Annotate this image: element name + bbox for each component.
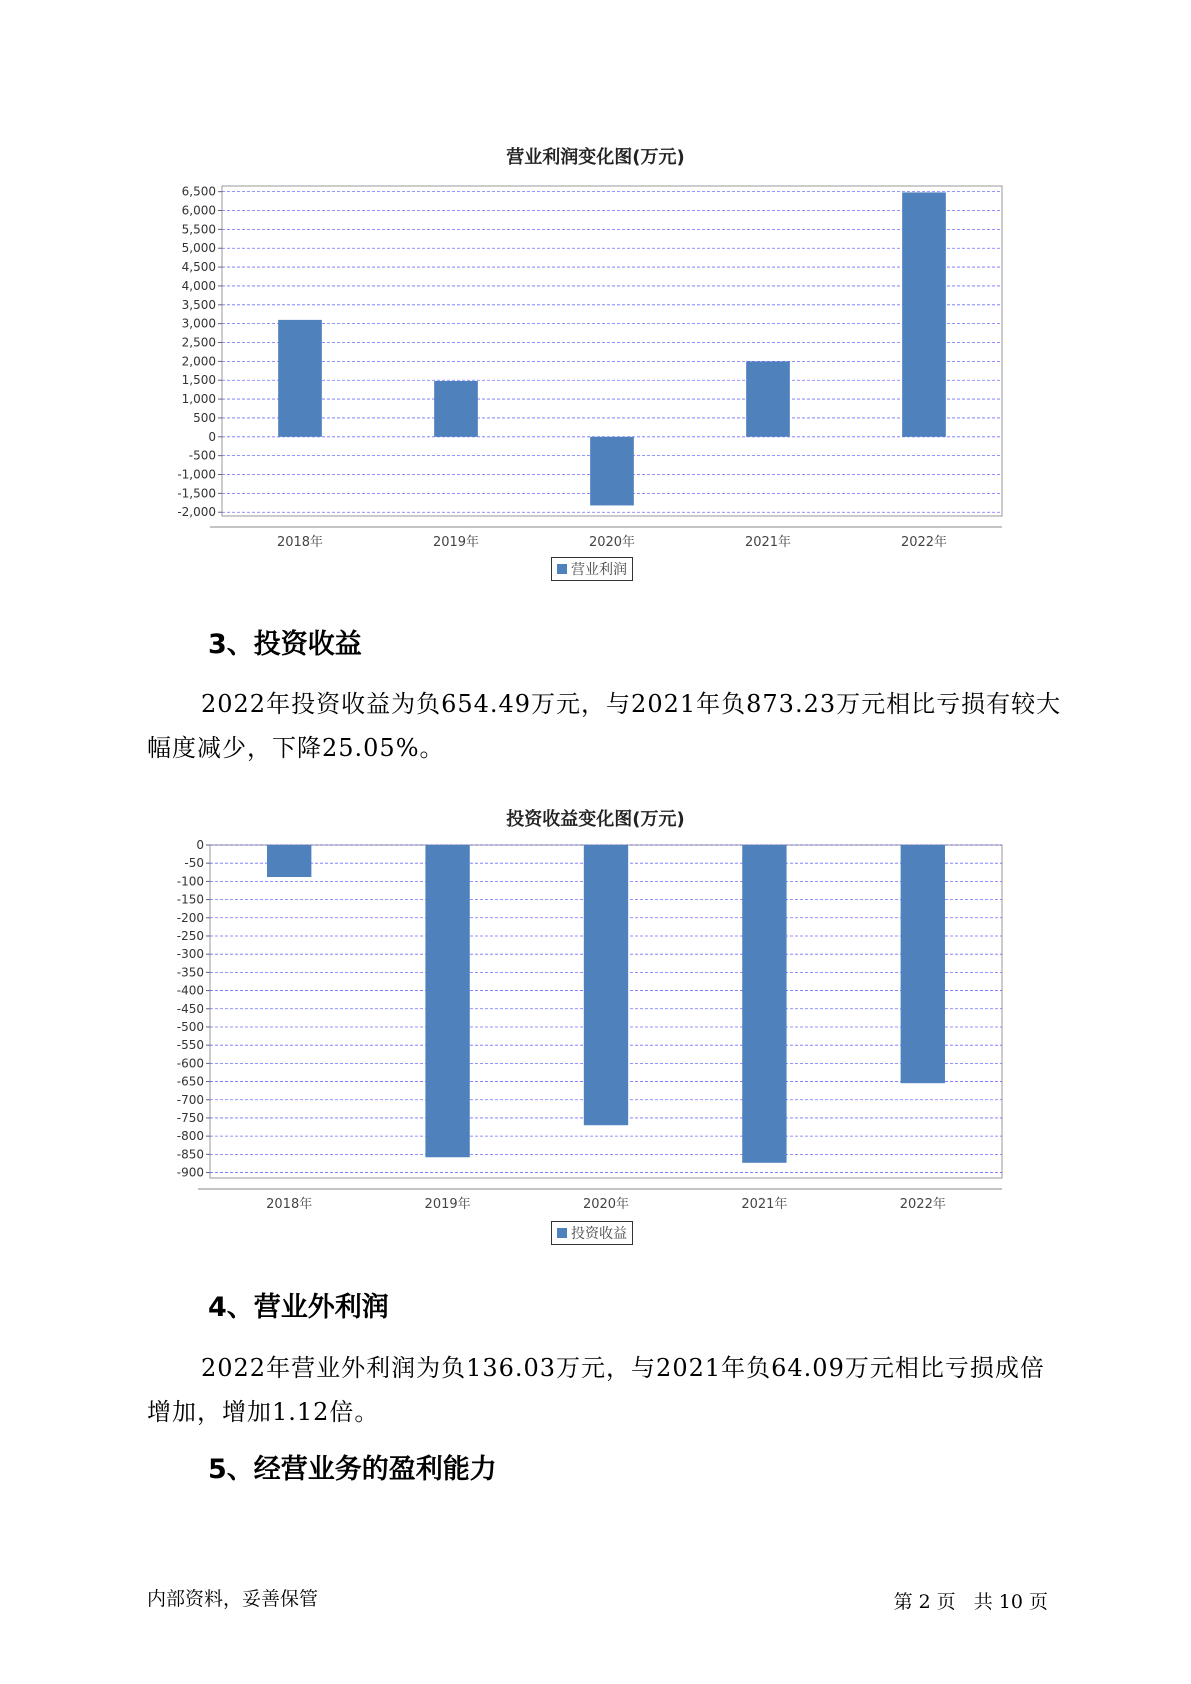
y-tick-label: -150 (176, 892, 204, 907)
y-tick-label: -550 (176, 1038, 204, 1053)
y-tick-label: -600 (176, 1056, 204, 1071)
y-tick-label: 2,000 (181, 354, 216, 369)
x-tick-label: 2021年 (741, 1197, 788, 1212)
y-tick-label: 0 (208, 429, 216, 444)
x-tick-label: 2021年 (744, 535, 792, 550)
y-tick-label: -750 (176, 1110, 204, 1125)
page-prefix: 第 (893, 1591, 913, 1613)
bar (584, 845, 628, 1125)
y-tick-label: -700 (176, 1092, 204, 1107)
y-tick-label: -1,000 (177, 467, 216, 482)
x-tick-label: 2022年 (899, 1197, 946, 1212)
y-tick-label: -100 (176, 874, 204, 889)
y-tick-label: 500 (193, 410, 216, 425)
section-heading-profitability: 5、经营业务的盈利能力 (208, 1454, 497, 1485)
page-total: 10 (998, 1591, 1023, 1613)
x-tick-label: 2020年 (588, 535, 636, 550)
y-tick-label: 2,500 (181, 335, 216, 350)
y-tick-label: 1,500 (181, 373, 216, 388)
legend-swatch (557, 1228, 567, 1238)
chart2-title: 投资收益变化图(万元) (506, 809, 685, 830)
x-tick-label: 2020年 (582, 1197, 630, 1212)
page-unit: 页 (936, 1591, 956, 1613)
y-tick-label: 6,500 (181, 184, 216, 199)
y-tick-label: -2,000 (177, 505, 216, 520)
chart1-legend-label: 营业利润 (571, 562, 627, 578)
footer-page-number (891, 1587, 1051, 1614)
y-tick-label: -1,500 (177, 486, 216, 501)
y-tick-label: -50 (184, 856, 204, 871)
chart1-title: 营业利润变化图(万元) (506, 147, 685, 168)
x-tick-label: 2019年 (432, 535, 480, 550)
x-tick-label: 2018年 (266, 1197, 313, 1212)
y-tick-label: -650 (176, 1074, 204, 1089)
y-tick-label: -900 (176, 1165, 204, 1180)
section-heading-investment: 3、投资收益 (208, 629, 362, 660)
y-tick-label: -450 (176, 1001, 204, 1016)
investment-paragraph: 2022年投资收益为负654.49万元，与2021年负873.23万元相比亏损有较大幅度减少，下降25.05%。 (147, 690, 1062, 762)
y-tick-label: -500 (188, 448, 216, 463)
y-tick-label: -350 (176, 965, 204, 980)
bar (425, 845, 469, 1157)
x-tick-label: 2019年 (424, 1197, 471, 1212)
bar (267, 845, 311, 877)
bar (742, 845, 786, 1163)
bar (901, 845, 945, 1083)
x-tick-label: 2022年 (900, 535, 948, 550)
y-tick-label: 6,000 (181, 203, 216, 218)
y-tick-label: -400 (176, 983, 204, 998)
y-tick-label: -300 (176, 947, 204, 962)
total-prefix: 共 (973, 1591, 993, 1613)
total-unit: 页 (1028, 1591, 1048, 1613)
chart2-legend-label: 投资收益 (571, 1226, 627, 1242)
y-tick-label: 4,500 (181, 260, 216, 275)
y-tick-label: 1,000 (181, 392, 216, 407)
y-tick-label: -200 (176, 910, 204, 925)
nonoperating-paragraph: 2022年营业外利润为负136.03万元，与2021年负64.09万元相比亏损成倍增加，增加1.12倍。 (147, 1354, 1045, 1426)
y-tick-label: 3,000 (181, 316, 216, 331)
y-tick-label: -800 (176, 1129, 204, 1144)
y-tick-label: -250 (176, 928, 204, 943)
footer-confidential-note: 内部资料，妥善保管 (147, 1588, 319, 1610)
y-tick-label: 3,500 (181, 297, 216, 312)
y-tick-label: -500 (176, 1019, 204, 1034)
x-tick-label: 2018年 (276, 535, 324, 550)
y-tick-label: 5,500 (181, 222, 216, 237)
y-tick-label: -850 (176, 1147, 204, 1162)
y-tick-label: 5,000 (181, 241, 216, 256)
page-current: 2 (918, 1591, 931, 1613)
y-tick-label: 0 (196, 838, 204, 852)
section-heading-nonoperating: 4、营业外利润 (208, 1292, 389, 1323)
y-tick-label: 4,000 (181, 278, 216, 293)
chart2-legend (551, 1221, 633, 1245)
